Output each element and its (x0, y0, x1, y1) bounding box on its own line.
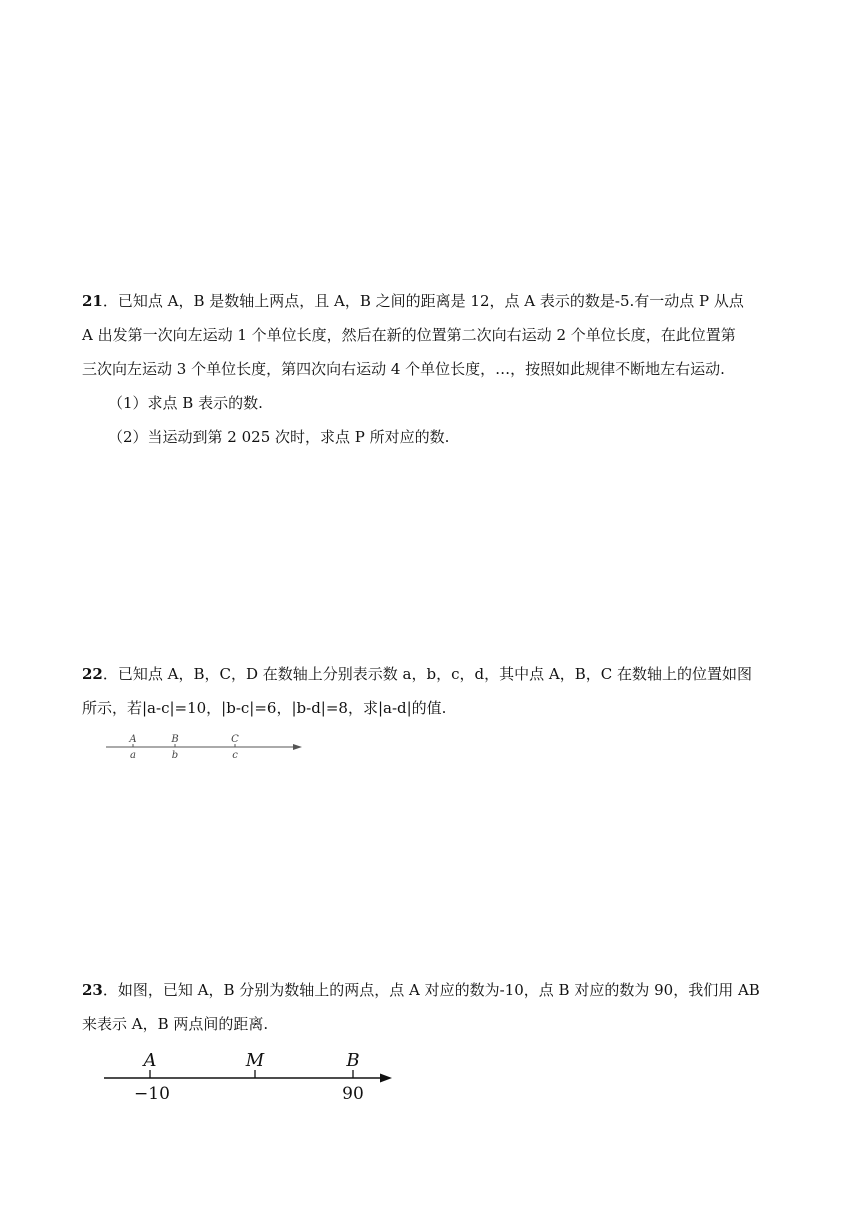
question-22-line-2: 所示，若|a-c|=10，|b-c|=6，|b-d|=8，求|a-d|的值. (82, 699, 447, 717)
question-22-number: 22 (82, 665, 103, 683)
point-label-B: B (171, 734, 179, 745)
value-label-a: a (130, 750, 136, 761)
question-22-line-1: 22．已知点 A，B，C，D 在数轴上分别表示数 a，b，c，d，其中点 A，B，C 在数轴上的位置如图 (82, 665, 752, 683)
question-21-line-2: A 出发第一次向左运动 1 个单位长度，然后在新的位置第二次向右运动 2 个单位长度，在此位置第 (82, 326, 736, 344)
point-label-C: C (231, 734, 239, 745)
point-label-A: A (143, 1050, 157, 1071)
number-line-figure-23 (100, 1046, 400, 1108)
question-21-part-2: （2）当运动到第 2 025 次时，求点 P 所对应的数. (108, 428, 450, 446)
question-21-line-3: 三次向左运动 3 个单位长度，第四次向右运动 4 个单位长度，…，按照如此规律不断地左右运动. (82, 360, 725, 378)
question-23-line-2: 来表示 A，B 两点间的距离. (82, 1015, 269, 1033)
value-label-b: b (171, 750, 179, 761)
value-label-B: 90 (342, 1084, 364, 1104)
question-23-number: 23 (82, 981, 103, 999)
value-label-A: −10 (134, 1084, 170, 1104)
axis-arrow (293, 744, 302, 750)
value-label-c: c (232, 750, 238, 761)
point-label-A: A (129, 734, 137, 745)
question-22 (82, 657, 782, 725)
question-21-line-1: 21．已知点 A，B 是数轴上两点，且 A，B 之间的距离是 12，点 A 表示的数是-5.有一动点 P 从点 (82, 292, 744, 310)
question-21-number: 21 (82, 292, 103, 310)
question-23 (82, 973, 782, 1041)
point-label-B: B (346, 1050, 360, 1071)
point-label-M: M (245, 1050, 265, 1071)
axis-arrow (380, 1074, 392, 1083)
question-21-part-1: （1）求点 B 表示的数. (108, 394, 263, 412)
number-line-figure-22 (100, 730, 310, 766)
question-23-line-1: 23．如图，已知 A，B 分别为数轴上的两点，点 A 对应的数为-10，点 B 对应的数为 90，我们用 AB (82, 981, 760, 999)
question-21 (82, 284, 782, 454)
